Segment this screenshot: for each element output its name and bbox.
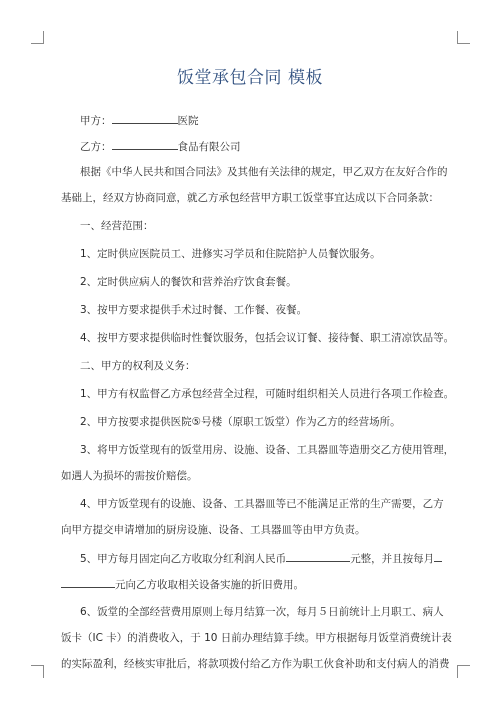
- section-2-item-3-line-1: 3、将甲方饭堂现有的饭堂用房、设施、设备、工具器皿等造册交乙方使用管理，: [80, 444, 455, 456]
- section-2-item-6-line-3: 的实际盈利，经核实审批后，将款项拨付给乙方作为职工伙食补助和支付病人的消费: [61, 658, 450, 670]
- section-2-item-5-line-2: [61, 576, 443, 592]
- item-5-text-c: 元向乙方收取相关设备实施的折旧费用。: [115, 579, 304, 591]
- party-b-blank[interactable]: [112, 138, 178, 150]
- party-a-blank[interactable]: [112, 112, 178, 124]
- crop-mark-top-left: [31, 31, 44, 44]
- section-1-item-2: 2、定时供应病人的餐饮和营养治疗饮食套餐。: [80, 276, 297, 288]
- intro-line-2: 基础上，经双方协商同意，就乙方承包经营甲方职工饭堂事宜达成以下合同条款：: [61, 192, 439, 204]
- document-body: [61, 112, 455, 672]
- section-2-item-4-line-1: 4、甲方饭堂现有的设施、设备、工具器皿等已不能满足正常的生产需要，乙方: [80, 498, 444, 510]
- party-a-label: 甲方：: [80, 115, 112, 127]
- crop-mark-bottom-left: [31, 665, 44, 678]
- party-a-suffix: 医院: [177, 115, 199, 127]
- section-2-item-5-line-1: [61, 550, 443, 566]
- item-5-text-b: 元整，并且按每月: [350, 553, 435, 565]
- section-2-item-1: 1、甲方有权监督乙方承包经营全过程，可随时组织相关人员进行各项工作检查。: [80, 388, 455, 400]
- party-b-suffix: 食品有限公司: [177, 141, 241, 153]
- section-2-item-4-line-2: 向甲方提交申请增加的厨房设施、设备、工具器皿等由甲方负责。: [61, 524, 366, 536]
- section-1-item-1: 1、定时供应医院员工、进修实习学员和住院陪护人员餐饮服务。: [80, 248, 381, 260]
- crop-mark-top-right: [457, 31, 470, 44]
- profit-amount-blank[interactable]: [286, 550, 350, 562]
- section-1-item-3: 3、按甲方要求提供手术过时餐、工作餐、夜餐。: [80, 304, 308, 316]
- item-5-text-a: 5、甲方每月固定向乙方收取分红利润人民币: [80, 553, 287, 565]
- party-b-line: [61, 138, 443, 154]
- document-title: 饭堂承包合同 模板: [177, 68, 323, 88]
- section-2-item-2: 2、甲方按要求提供医院⑤号楼（原职工饭堂）作为乙方的经营场所。: [80, 416, 401, 428]
- depreciation-amount-blank[interactable]: [61, 576, 115, 588]
- party-a-line: [61, 112, 443, 128]
- section-2-item-6-line-2: 饭卡（IC 卡）的消费收入，于 10 日前办理结算手续。甲方根据每月饭堂消费统计表: [61, 632, 452, 644]
- section-2-item-3-line-2: 如遇人为损坏的需按价赔偿。: [61, 470, 198, 482]
- section-heading-2: 二、甲方的权利及义务：: [80, 360, 196, 372]
- party-b-label: 乙方：: [80, 141, 112, 153]
- section-2-item-6-line-1: 6、饭堂的全部经营费用原则上每月结算一次，每月５日前统计上月职工、病人: [80, 606, 444, 618]
- section-heading-1: 一、经营范围：: [80, 220, 154, 232]
- crop-mark-bottom-right: [457, 665, 470, 678]
- section-1-item-4: 4、按甲方要求提供临时性餐饮服务，包括会议订餐、接待餐、职工清凉饮品等。: [80, 332, 455, 344]
- intro-line-1: 根据《中华人民共和国合同法》及其他有关法律的规定，甲乙双方在友好合作的: [80, 166, 448, 178]
- monthly-amount-blank-start[interactable]: [434, 550, 442, 562]
